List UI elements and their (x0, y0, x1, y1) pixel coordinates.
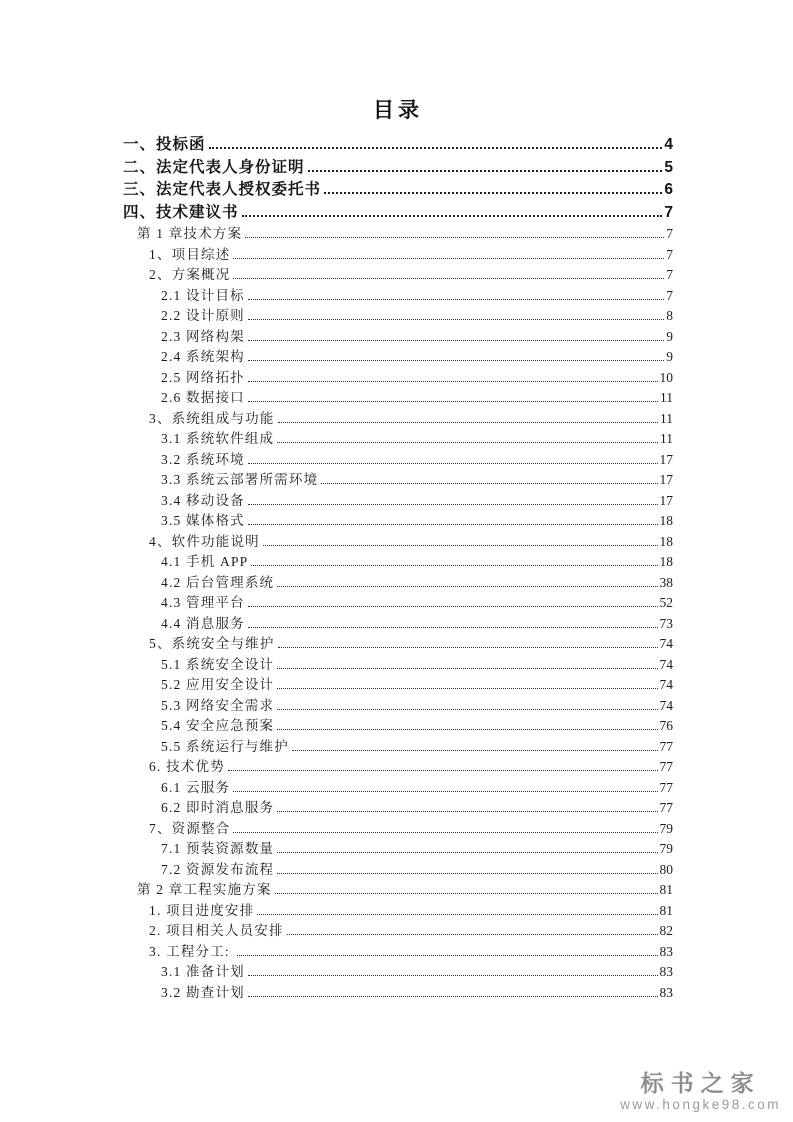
dot-leader (248, 627, 658, 628)
dot-leader (233, 832, 657, 833)
toc-entry-page: 80 (659, 861, 673, 877)
toc-entry[interactable] (161, 983, 673, 1004)
toc-entry-label: 1、项目综述 (149, 246, 231, 262)
toc-entry-label: 6. 技术优势 (149, 759, 225, 774)
toc-entry-label: 2.6 数据接口 (161, 390, 245, 405)
toc-entry-label: 三、法定代表人授权委托书 (123, 181, 322, 198)
toc-entry[interactable] (161, 614, 673, 635)
dot-leader (251, 565, 657, 566)
dot-leader (248, 319, 664, 320)
toc-entry[interactable] (161, 839, 673, 860)
toc-entry-page: 7 (666, 246, 673, 262)
toc-entry[interactable] (161, 675, 673, 696)
toc-entry-page: 74 (659, 697, 673, 713)
toc-entry[interactable] (161, 511, 673, 532)
toc-entry[interactable] (161, 655, 673, 676)
dot-leader (278, 647, 658, 648)
toc-entry[interactable] (149, 819, 673, 840)
toc-entry-label: 4.4 消息服务 (161, 615, 245, 631)
toc-entry-label: 5.3 网络安全需求 (161, 697, 275, 713)
dot-leader (248, 524, 658, 525)
dot-leader (257, 914, 657, 915)
toc-entry-page: 83 (659, 984, 673, 1000)
toc-entry-label: 3、系统组成与功能 (149, 410, 275, 426)
dot-leader (248, 463, 658, 464)
page-title: 目录 (373, 99, 423, 122)
toc-entry-label: 3.5 媒体格式 (161, 513, 245, 528)
toc-entry-page: 77 (659, 779, 673, 795)
toc-entry-label: 2.2 设计原则 (161, 308, 245, 323)
toc-entry[interactable] (161, 368, 673, 389)
toc-entry[interactable] (149, 245, 673, 266)
toc-entry-page: 9 (666, 328, 673, 344)
toc-entry-page: 18 (659, 533, 673, 549)
toc-entry-label: 4.1 手机 APP (161, 554, 249, 569)
toc-entry-label: 一、投标函 (123, 136, 206, 153)
toc-entry[interactable] (137, 224, 673, 245)
toc-entry-page: 7 (664, 203, 673, 221)
toc-entry-label: 3. 工程分工: (149, 943, 235, 959)
toc-entry-page: 7 (666, 226, 673, 241)
dot-leader (277, 668, 657, 669)
watermark-logo-text: 标书之家 (640, 1070, 761, 1096)
toc-entry-label: 四、技术建议书 (123, 203, 239, 221)
toc-entry-page: 81 (659, 882, 673, 897)
toc-entry[interactable] (161, 306, 673, 327)
toc-entry-page: 7 (666, 267, 673, 282)
toc-entry[interactable] (149, 409, 673, 430)
dot-leader (277, 442, 658, 443)
toc-entry-label: 1. 项目进度安排 (149, 902, 255, 918)
toc-entry-label: 5、系统安全与维护 (149, 636, 275, 651)
toc-entry[interactable] (123, 202, 673, 225)
toc-entry[interactable] (161, 286, 673, 307)
toc-entry-page: 76 (659, 718, 673, 733)
toc-entry-label: 5.5 系统运行与维护 (161, 738, 289, 754)
toc-entry[interactable] (161, 470, 673, 491)
dot-leader (248, 340, 664, 341)
toc-entry[interactable] (161, 429, 673, 450)
toc-entry-page: 5 (664, 158, 673, 176)
toc-entry[interactable] (161, 778, 673, 799)
toc-entry[interactable] (161, 450, 673, 471)
dot-leader (292, 750, 658, 751)
dot-leader (233, 791, 657, 792)
toc-entry-page: 77 (659, 759, 673, 774)
dot-leader (242, 215, 663, 217)
dot-leader (278, 422, 658, 423)
toc-entry-page: 74 (659, 677, 673, 692)
toc-entry-label: 4、软件功能说明 (149, 533, 260, 549)
toc-entry-label: 3.2 系统环境 (161, 451, 245, 467)
toc-entry-label: 2. 项目相关人员安排 (149, 923, 284, 938)
toc-entry-page: 18 (659, 554, 673, 569)
toc-entry[interactable] (161, 716, 673, 737)
toc-entry-label: 二、法定代表人身份证明 (123, 158, 305, 176)
toc-entry-page: 18 (659, 513, 673, 528)
toc-entry-page: 8 (666, 308, 673, 323)
dot-leader (248, 299, 664, 300)
dot-leader (277, 688, 657, 689)
toc-entry[interactable] (123, 179, 673, 202)
toc-entry-page: 17 (659, 472, 673, 487)
toc-entry[interactable] (149, 921, 673, 942)
toc-entry-label: 5.2 应用安全设计 (161, 677, 275, 692)
toc-entry[interactable] (161, 327, 673, 348)
toc-entry[interactable] (149, 942, 673, 963)
toc-entry-page: 77 (659, 800, 673, 815)
toc-entry-page: 11 (660, 390, 673, 405)
toc-entry-label: 2.1 设计目标 (161, 287, 245, 303)
toc-entry-page: 77 (659, 738, 673, 754)
toc-entry[interactable] (161, 696, 673, 717)
toc-entry-page: 79 (659, 820, 673, 836)
toc-entry-page: 82 (659, 923, 673, 938)
toc-entry[interactable] (161, 491, 673, 512)
toc-entry-label: 第 1 章技术方案 (137, 226, 243, 241)
toc-entry-page: 73 (659, 615, 673, 631)
toc-entry[interactable] (149, 265, 673, 286)
dot-leader (248, 975, 658, 976)
dot-leader (233, 258, 664, 259)
toc-entry-label: 5.1 系统安全设计 (161, 656, 275, 672)
toc-entry-label: 6.2 即时消息服务 (161, 800, 275, 815)
dot-leader (277, 852, 657, 853)
toc-entry[interactable] (161, 962, 673, 983)
toc-entry-page: 38 (659, 574, 673, 590)
toc-entry-label: 7.2 资源发布流程 (161, 861, 275, 877)
dot-leader (233, 278, 664, 279)
toc-entry-page: 10 (659, 369, 673, 385)
toc-entry-label: 7、资源整合 (149, 820, 231, 836)
toc-entry[interactable] (149, 757, 673, 778)
toc-entry-page: 74 (659, 656, 673, 672)
dot-leader (237, 955, 657, 956)
toc-list (123, 134, 673, 1003)
dot-leader (209, 147, 663, 149)
toc-entry-label: 7.1 预装资源数量 (161, 841, 275, 856)
dot-leader (287, 934, 658, 935)
dot-leader (324, 192, 662, 194)
toc-entry[interactable] (161, 552, 673, 573)
toc-entry-page: 83 (659, 964, 673, 979)
dot-leader (228, 770, 658, 771)
dot-leader (275, 893, 658, 894)
toc-entry[interactable] (149, 634, 673, 655)
toc-entry[interactable] (123, 134, 673, 157)
dot-leader (248, 381, 658, 382)
toc-entry[interactable] (161, 798, 673, 819)
toc-entry[interactable] (149, 532, 673, 553)
dot-leader (277, 709, 657, 710)
toc-entry-label: 2.4 系统架构 (161, 349, 245, 364)
dot-leader (248, 360, 664, 361)
dot-leader (248, 504, 658, 505)
toc-entry-page: 81 (659, 902, 673, 918)
toc-entry[interactable] (123, 157, 673, 180)
toc-entry-label: 4.2 后台管理系统 (161, 574, 275, 590)
dot-leader (277, 811, 657, 812)
dot-leader (277, 873, 657, 874)
toc-entry[interactable] (161, 347, 673, 368)
toc-entry-page: 6 (664, 181, 673, 198)
toc-entry-page: 83 (659, 943, 673, 959)
watermark (620, 1070, 781, 1113)
toc-entry-label: 5.4 安全应急预案 (161, 718, 275, 733)
toc-entry-page: 11 (660, 431, 673, 446)
toc-entry[interactable] (149, 901, 673, 922)
toc-entry-page: 74 (659, 636, 673, 651)
dot-leader (277, 586, 657, 587)
toc-entry[interactable] (161, 860, 673, 881)
toc-entry-label: 3.3 系统云部署所需环境 (161, 472, 319, 487)
dot-leader (248, 996, 658, 997)
dot-leader (263, 545, 658, 546)
toc-entry-page: 7 (666, 287, 673, 303)
dot-leader (321, 483, 657, 484)
toc-entry-page: 9 (666, 349, 673, 364)
toc-entry[interactable] (161, 388, 673, 409)
toc-entry-label: 3.2 勘查计划 (161, 984, 245, 1000)
toc-entry-page: 52 (659, 595, 673, 610)
toc-entry[interactable] (137, 880, 673, 901)
toc-entry-label: 2、方案概况 (149, 267, 231, 282)
dot-leader (245, 237, 664, 238)
toc-entry-page: 79 (659, 841, 673, 856)
toc-entry-label: 第 2 章工程实施方案 (137, 882, 272, 897)
toc-entry-label: 2.3 网络构架 (161, 328, 245, 344)
watermark-url: www.hongke98.com (620, 1097, 781, 1112)
toc-entry-page: 17 (659, 492, 673, 508)
toc-entry[interactable] (161, 573, 673, 594)
toc-entry-label: 3.1 准备计划 (161, 964, 245, 979)
toc-entry-label: 6.1 云服务 (161, 779, 231, 795)
toc-entry-label: 2.5 网络拓扑 (161, 369, 245, 385)
toc-entry-label: 3.4 移动设备 (161, 492, 245, 508)
toc-entry[interactable] (161, 593, 673, 614)
dot-leader (248, 606, 658, 607)
toc-entry-page: 11 (660, 410, 673, 426)
dot-leader (248, 401, 658, 402)
toc-entry-page: 17 (659, 451, 673, 467)
toc-entry-page: 4 (664, 136, 673, 153)
dot-leader (308, 170, 663, 172)
dot-leader (277, 729, 657, 730)
toc-entry[interactable] (161, 737, 673, 758)
toc-entry-label: 4.3 管理平台 (161, 595, 245, 610)
toc-entry-label: 3.1 系统软件组成 (161, 431, 275, 446)
